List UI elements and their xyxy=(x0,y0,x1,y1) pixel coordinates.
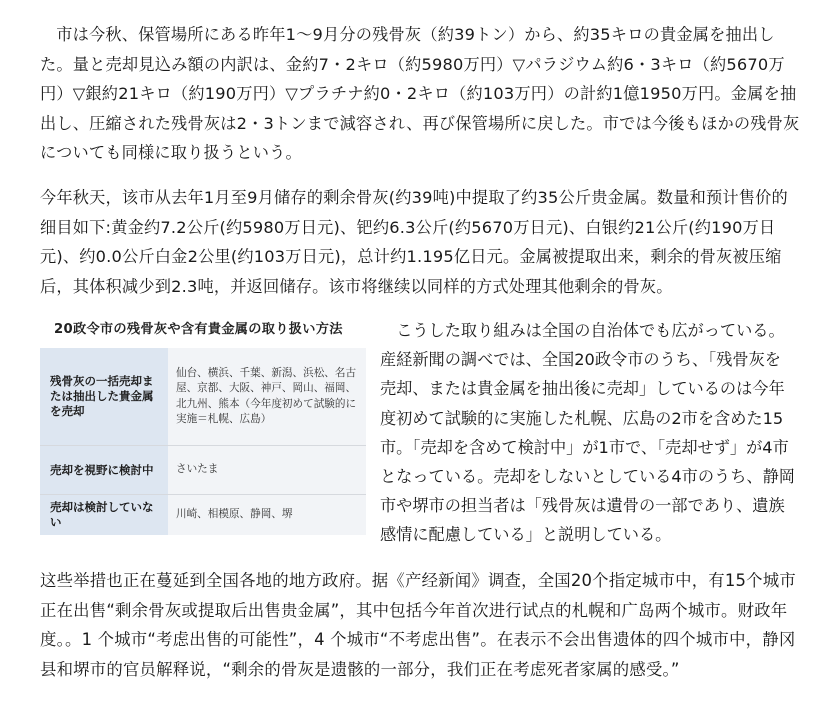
table-row xyxy=(40,445,366,494)
chinese-paragraph-2: 这些举措也正在蔓延到全国各地的地方政府。据《产经新闻》调查，全国20个指定城市中，有15个城市正在出售“剩余骨灰或提取后出售贵金属”，其中包括今年首次进行试点的札幌和广岛两个城市。财政年度。。1 个城市“考虑出售的可能性”，4 个城市“不考虑出售”。在表示不会出售遗体的四个城市中，静冈县和堺市的官员解释说，“剩余的骨灰是遗骸的一部分，我们正在考虑死者家属的感受。” xyxy=(40,571,796,679)
city-handling-table-image xyxy=(40,312,366,534)
table-title: 20政令市の残骨灰や含有貴金属の取り扱い方法 xyxy=(54,322,343,337)
handling-table xyxy=(40,348,366,535)
chinese-paragraph-1: 今年秋天，该市从去年1月至9月储存的剩余骨灰(约39吨)中提取了约35公斤贵金属。数量和预计售价的细目如下:黄金约7.2公斤(约5980万日元)、钯约6.3公斤(约5670万日元)、白银约21公斤(约190万日元)、约0.0公斤白金2公里(约103万日元)，总计约1.195亿日元。金属被提取出来，剩余的骨灰被压缩后，其体积减少到2.3吨，并返回储存。该市将继续以同样的方式处理其他剩余的骨灰。 xyxy=(40,188,788,296)
row-cities: 川崎、相模原、静岡、堺 xyxy=(168,495,366,535)
row-header: 残骨灰の一括売却または抽出した貴金属を売却 xyxy=(40,348,168,445)
row-cities: さいたま xyxy=(168,446,366,494)
row-header: 売却を視野に検討中 xyxy=(40,446,168,494)
row-cities: 仙台、横浜、千葉、新潟、浜松、名古屋、京都、大阪、神戸、岡山、福岡、北九州、熊本（今年度初めて試験的に実施＝札幌、広島） xyxy=(168,348,366,445)
japanese-paragraph-2: こうした取り組みは全国の自治体でも広がっている。産経新聞の調べでは、全国20政令市のうち、「残骨灰を売却、または貴金属を抽出後に売却」しているのは今年度初めて試験的に実施した札幌、広島の2市を含めた15市。「売却を含めて検討中」が1市で、「売却せず」が4市となっている。売却をしないとしている4市のうち、静岡市や堺市の担当者は「残骨灰は遺骨の一部であり、遺族感情に配慮している」と説明している。 xyxy=(380,321,795,545)
table-row xyxy=(40,494,366,535)
row-header: 売却は検討していない xyxy=(40,495,168,535)
japanese-paragraph-1: 市は今秋、保管場所にある昨年1～9月分の残骨灰（約39トン）から、約35キロの貴金属を抽出した。量と売却見込み額の内訳は、金約7・2キロ（約5980万円）▽パラジウム約6・3キロ（約5670万円）▽銀約21キロ（約190万円）▽プラチナ約0・2キロ（約103万円）の計約1億1950万円。金属を抽出し、圧縮された残骨灰は2・3トンまで減容され、再び保管場所に戻した。市では今後もほかの残骨灰についても同様に取り扱うという。 xyxy=(40,25,800,162)
table-row xyxy=(40,348,366,445)
